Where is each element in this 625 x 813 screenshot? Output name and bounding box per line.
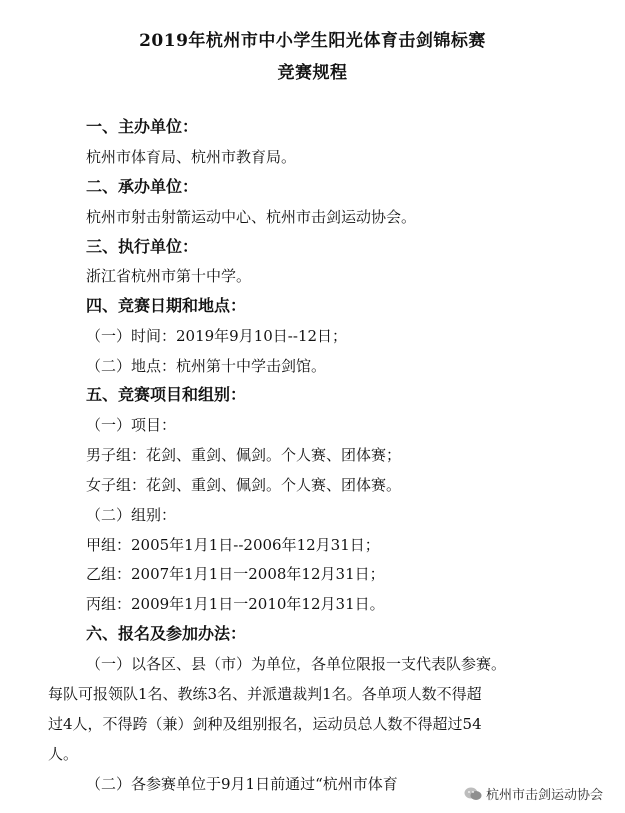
registration-paragraph-line: 每队可报领队1名、教练3名、并派遣裁判1名。各单项人数不得超 — [48, 685, 482, 703]
date-line: （一）时间：2019年9月10日--12日； — [86, 327, 348, 345]
section-heading-executor: 三、执行单位： — [86, 237, 199, 256]
section-body-host: 杭州市射击射箭运动中心、杭州市击剑运动协会。 — [86, 208, 417, 226]
wechat-icon — [464, 786, 482, 802]
groups-label: （二）组别： — [86, 506, 177, 524]
section-heading-registration: 六、报名及参加办法： — [86, 624, 247, 643]
section-body-organizer: 杭州市体育局、杭州市教育局。 — [86, 148, 297, 166]
watermark — [460, 782, 607, 805]
document-subtitle: 竞赛规程 — [277, 63, 348, 83]
group-a: 甲组：2005年1月1日--2006年12月31日； — [86, 536, 380, 554]
document-title: 2019年杭州市中小学生阳光体育击剑锦标赛 — [139, 31, 486, 51]
registration-paragraph-line: 人。 — [48, 745, 79, 763]
events-female: 女子组：花剑、重剑、佩剑。个人赛、团体赛。 — [86, 476, 402, 494]
group-c: 丙组：2009年1月1日一2010年12月31日。 — [86, 595, 385, 613]
registration-deadline-line: （二）各参赛单位于9月1日前通过“杭州市体育 — [86, 775, 398, 793]
section-heading-date-venue: 四、竞赛日期和地点： — [86, 296, 247, 315]
events-male: 男子组：花剑、重剑、佩剑。个人赛、团体赛； — [86, 446, 402, 464]
section-heading-organizer: 一、主办单位： — [86, 117, 199, 136]
venue-line: （二）地点：杭州第十中学击剑馆。 — [86, 357, 327, 375]
section-heading-events: 五、竞赛项目和组别： — [86, 385, 247, 404]
group-b: 乙组：2007年1月1日一2008年12月31日； — [86, 565, 385, 583]
section-heading-host: 二、承办单位： — [86, 177, 199, 196]
registration-paragraph-line: （一）以各区、县（市）为单位，各单位限报一支代表队参赛。 — [86, 655, 507, 673]
watermark-text: 杭州市击剑运动协会 — [485, 788, 603, 803]
events-label: （一）项目： — [86, 416, 177, 434]
section-body-executor: 浙江省杭州市第十中学。 — [86, 267, 252, 285]
registration-paragraph-line: 过4人，不得跨（兼）剑种及组别报名，运动员总人数不得超过54 — [48, 715, 482, 733]
